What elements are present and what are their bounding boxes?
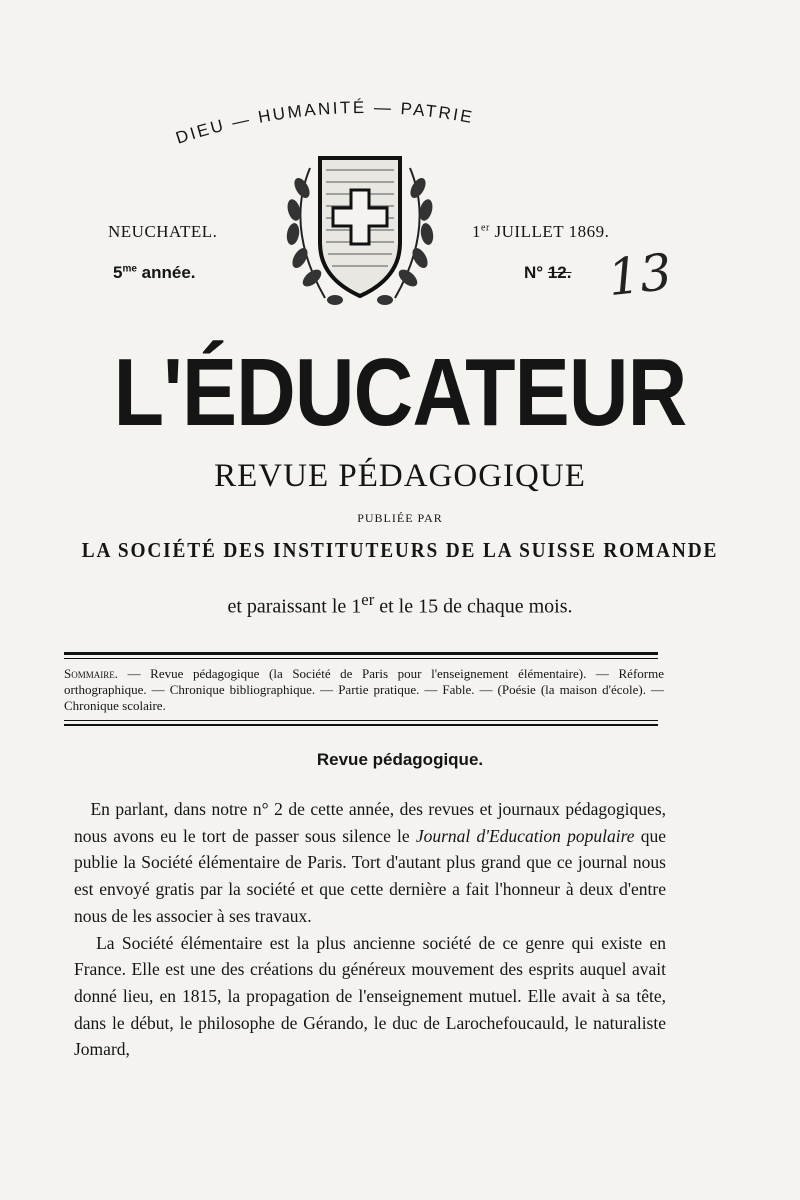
city-label: NEUCHATEL. [108, 222, 218, 241]
journal-title: L'ÉDUCATEUR [113, 339, 687, 446]
swiss-crest-emblem [280, 148, 440, 318]
motto-text: DIEU — HUMANITÉ — PATRIE [173, 97, 476, 148]
divider-rule [64, 652, 658, 655]
summary-block [64, 666, 664, 714]
divider-rule [64, 658, 658, 659]
summary-label: Sommaire. [64, 666, 118, 681]
publisher-society: LA SOCIÉTÉ DES INSTITUTEURS DE LA SUISSE ROMANDE [81, 538, 719, 562]
divider-rule [64, 724, 658, 726]
published-by-label: PUBLIÉE PAR [357, 511, 443, 525]
svg-text:DIEU — HUMANITÉ — PATRIE [173, 98, 475, 148]
issue-number: N° 12. [524, 263, 572, 282]
article-heading: Revue pédagogique. [316, 750, 484, 769]
article-body [74, 796, 666, 1063]
divider-rule [64, 720, 658, 721]
motto-arc [170, 92, 560, 152]
paragraph-1: En parlant, dans notre n° 2 de cette année, des revues et journaux pédagogiques, nous avons eu le tort de passer sous silence le Journal d'Education populaire que publie la Société élémentaire de Paris. Tort d'autant plus grand que ce journal nous est envoyé gratis par la société et que cette dernière a fait l'honneur à deux d'entre nous de les associer à ses travaux. [74, 799, 666, 926]
summary-text: — Revue pédagogique (la Société de Paris pour l'enseignement élémentaire). — Réforme orthographique. — Chronique bibliographique. — Partie pratique. — Fable. — (Poésie (la maison d'école). — Chronique scolaire. [64, 666, 664, 713]
handwritten-number: 13 [605, 242, 675, 308]
volume-year: $5^{me}$ année. [113, 263, 196, 282]
publication-schedule: et paraissant le 1er et le 15 de chaque mois. [227, 590, 573, 618]
paragraph-2: La Société élémentaire est la plus ancienne société de ce genre qui existe en France. Elle est une des créations du généreux mouvement des esprits auquel avait donné lieu, en 1815, la propagation de l'enseignement mutuel. Elle avait à sa tête, dans le début, le philosophe de Gérando, le duc de Larochefoucauld, le naturaliste Jomard, [74, 932, 667, 1060]
journal-subtitle: REVUE PÉDAGOGIQUE [214, 458, 586, 494]
issue-date: 1er JUILLET 1869. [472, 222, 610, 241]
